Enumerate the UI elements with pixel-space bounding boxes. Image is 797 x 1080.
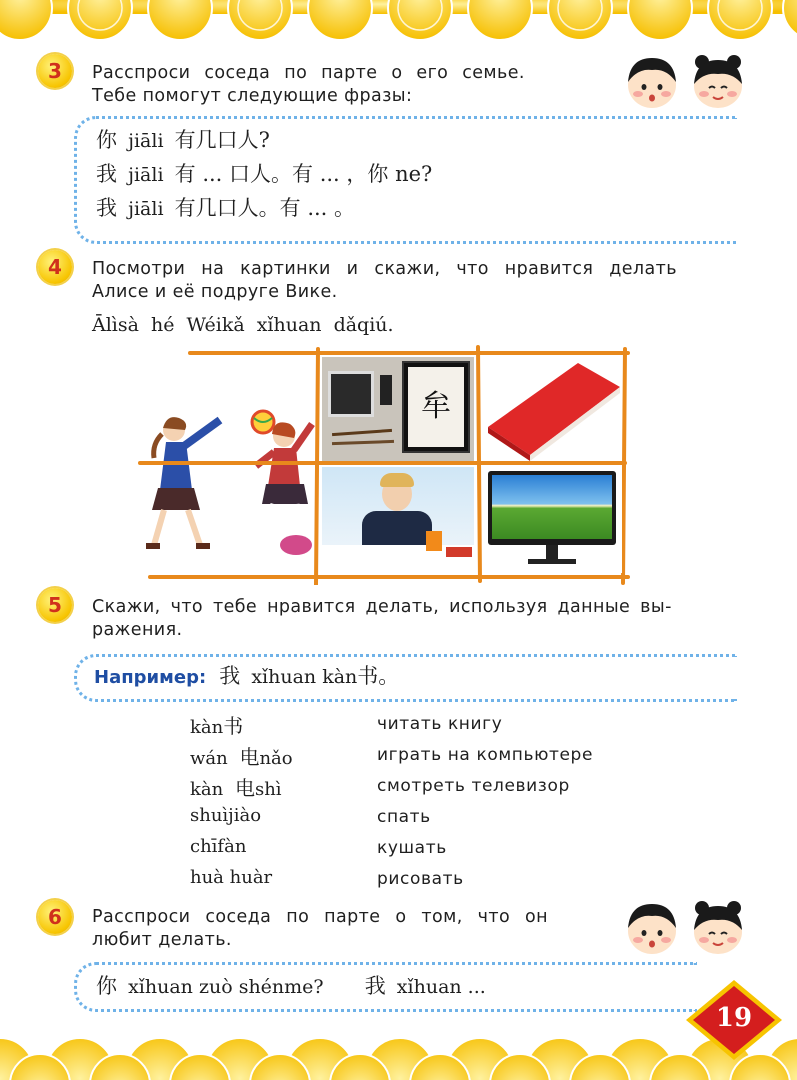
page-number-badge [684,978,784,1062]
task-6-line2: любит делать. [92,930,232,950]
vocab-pinyin: shuìjiào [190,805,262,826]
computer-monitor-photo [482,467,622,573]
task-6-instruction [92,906,632,952]
example-hanzi: 我 [219,664,241,688]
task-4-number: 4 [38,250,72,284]
phrase-hanzi: 我 [96,196,117,220]
vocab-pinyin: huà huàr [190,867,273,888]
task-6-phrase [96,970,486,1000]
phrase-pinyin: jiāli [128,164,164,186]
red-book-photo [482,357,622,461]
vocab-meaning: кушать [377,838,447,858]
vocab-meaning: рисовать [377,869,464,889]
boy-sweater [362,511,432,545]
monitor-screen [492,475,612,539]
phrase-row [96,158,432,192]
task-5-example [94,660,399,690]
ink-stick-icon [380,375,392,405]
calligraphy-photo [322,357,474,461]
vocab-pinyin: wán 电nǎo [190,745,293,769]
phrase-row [96,124,432,158]
task-5-line1: Скажи, что тебе нравится делать, используя данные вы- [92,597,672,617]
phrase-rest: 有几口人? [174,128,270,152]
top-scallop-border [0,0,797,46]
example-label: Например: [94,667,207,688]
task-5-instruction [92,596,752,642]
monitor-base [528,559,576,564]
monitor-stand [546,545,558,559]
task-3-line1: Расспроси соседа по парте о его семье. [92,63,525,83]
bottom-scallop-border [0,1010,797,1080]
phrase-rest: 有 ... 口人。有 ... ，你 ne? [174,162,433,186]
vocab-meaning: читать книгу [377,714,503,734]
phrase-pinyin: xǐhuan zuò shénme? [128,976,324,998]
brush-icon [332,429,392,436]
task-3-number: 3 [38,54,72,88]
books-icon [446,547,472,557]
inkstone-icon [328,371,374,417]
activity-picture-grid [130,345,630,585]
kids-faces-icon [620,898,750,956]
calligraphy-character: 牟 [408,367,464,447]
phrase-hanzi: 你 [96,128,117,152]
vocab-pinyin: kàn 电shì [190,776,282,800]
task-6-line1: Расспроси соседа по парте о том, что он [92,907,548,927]
boy-hair [380,473,414,487]
phrase-pinyin: jiāli [128,130,164,152]
book-icon [482,357,622,461]
example-hanzi: 书。 [357,664,400,688]
task-5-line2: ражения. [92,620,183,640]
task-6-number: 6 [38,900,72,934]
vocab-meaning: смотреть телевизор [377,776,570,796]
phrase-rest: 有几口人。有 ... 。 [174,196,356,220]
pencil-cup-icon [426,531,442,551]
kids-faces-icon [620,52,750,110]
phrase-row [96,192,432,226]
boy-drawing-photo [322,467,474,573]
page-number: 19 [715,1003,753,1033]
task-4-line1: Посмотри на картинки и скажи, что нравится делать [92,259,677,279]
task-4-example: Ālìsà hé Wéikǎ xǐhuan dǎqiú. [92,314,394,336]
phrase-pinyin: jiāli [128,198,164,220]
phrase-pinyin: xǐhuan ... [396,976,486,998]
task-3-phrases [96,124,432,226]
task-4-instruction [92,258,752,304]
calligraphy-paper [402,361,470,453]
vocab-pinyin: chīfàn [190,836,247,857]
task-5-number: 5 [38,588,72,622]
example-pinyin: xǐhuan kàn [251,666,358,688]
task-4-line2: Алисе и её подруге Вике. [92,282,338,302]
vocab-pinyin: kàn书 [190,714,244,738]
monitor-icon [488,471,616,545]
vocab-meaning: играть на компьютере [377,745,593,765]
task-3-instruction [92,62,612,108]
phrase-hanzi: 我 [96,162,117,186]
vocab-meaning: спать [377,807,431,827]
phrase-hanzi: 你 [96,974,117,998]
brush-icon [332,440,394,445]
phrase-hanzi: 我 [364,974,386,998]
task-3-line2: Тебе помогут следующие фразы: [92,86,413,106]
